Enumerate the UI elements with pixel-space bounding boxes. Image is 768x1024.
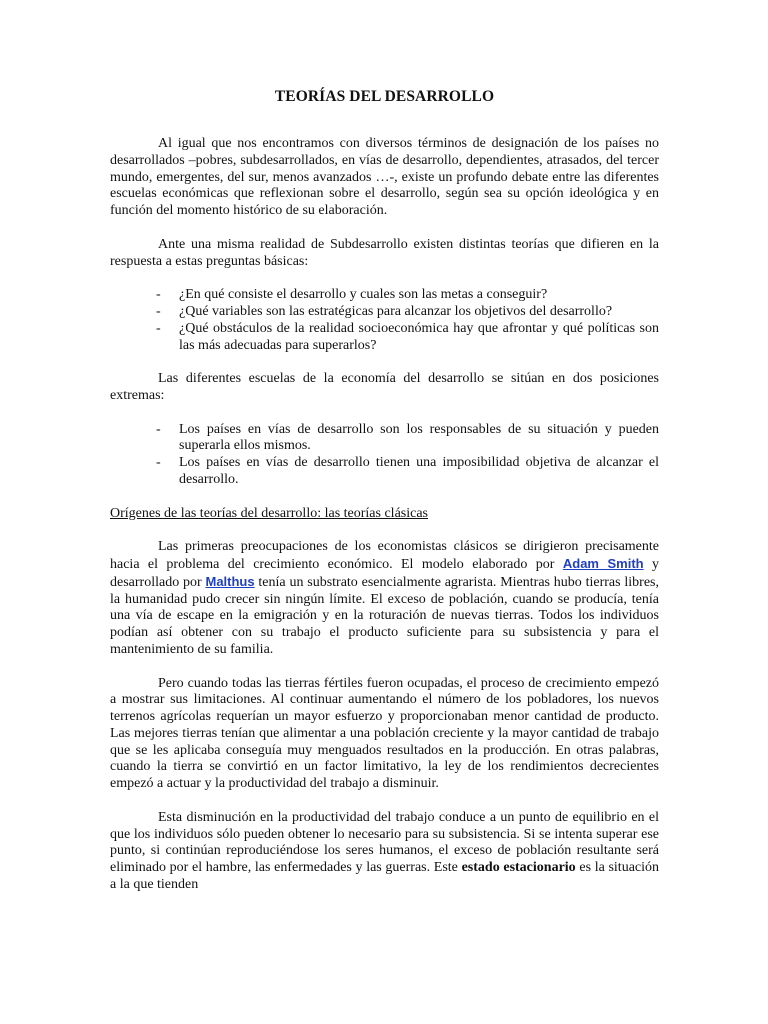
list-item-text: ¿En qué consiste el desarrollo y cuales son las metas a conseguir? (179, 287, 548, 303)
intro-paragraph: Al igual que nos encontramos con diversos términos de designación de los países no desarrollados –pobres, subdesarrollados, en vías de desarrollo, dependientes, atrasados, del tercer mundo, emergentes, del sur, menos avanzados …-, existe un profundo debate entre las diferentes escuelas económicas que reflexionan sobre el desarrollo, según sea su opción ideológica y en función del momento histórico de su elaboración. (110, 136, 659, 219)
positions-list (110, 422, 659, 489)
bullet-dash: - (156, 320, 161, 336)
list-item (110, 455, 659, 489)
classical-text-2: y desarrollado por (110, 556, 660, 590)
bullet-dash: - (156, 421, 161, 437)
classical-paragraph (110, 539, 659, 659)
positions-intro-paragraph: Las diferentes escuelas de la economía del desarrollo se sitúan en dos posiciones extremas: (110, 371, 659, 403)
document-page (110, 0, 659, 894)
limits-paragraph: Pero cuando todas las tierras fértiles fueron ocupadas, el proceso de crecimiento empezó a mostrar sus limitaciones. Al continuar aumentando el número de los pobladores, los nuevos terrenos agrícolas requerían un mayor esfuerzo y proporcionaban menor cantidad de producto. Las mejores tierras tenían que alimentar a una población creciente y la mayor cantidad de trabajo que se les aplicaba conseguía muy menguados resultados en la producción. En otras palabras, cuando la tierra se convirtió en un factor limitativo, la ley de los rendimientos decrecientes empezó a actuar y la productividad del trabajo a disminuir. (110, 675, 659, 792)
stationary-text-2: es la situación a la que tienden (110, 860, 660, 893)
classical-text-3: tenía un substrato esencialmente agrarista. Mientras hubo tierras libres, la humanidad pudo crecer sin ningún límite. El exceso de población, cuando se producía, tenía una vía de escape en la emigración y en la roturación de nuevas tierras. Todos los individuos podían así obtener con su trabajo el producto suficiente para su subsistencia y para el mantenimiento de su familia. (110, 574, 660, 657)
list-item-text: ¿Qué obstáculos de la realidad socioeconómica hay que afrontar y qué políticas son las más adecuadas para superarlos? (179, 320, 659, 353)
stationary-state-term: estado estacionario (461, 860, 576, 876)
document-title: TEORÍAS DEL DESARROLLO (274, 88, 495, 105)
adam-smith-link[interactable]: Adam Smith (562, 555, 644, 571)
questions-intro-paragraph: Ante una misma realidad de Subdesarrollo existen distintas teorías que difieren en la respuesta a estas preguntas básicas: (110, 236, 659, 269)
list-item-text: ¿Qué variables son las estratégicas para alcanzar los objetivos del desarrollo? (179, 303, 613, 319)
classical-text-1: Las primeras preocupaciones de los economistas clásicos se dirigieron precisamente hacia el problema del crecimiento económico. El modelo elaborado por (110, 539, 659, 572)
bullet-dash: - (156, 455, 161, 471)
questions-list (110, 287, 659, 354)
list-item-text: Los países en vías de desarrollo tienen una imposibilidad objetiva de alcanzar el desarrollo. (179, 455, 659, 487)
list-item-text: Los países en vías de desarrollo son los responsables de su situación y pueden superarla ellos mismos. (179, 421, 659, 454)
stationary-paragraph (110, 810, 659, 894)
list-item (110, 287, 659, 304)
stationary-text-1: Esta disminución en la productividad del trabajo conduce a un punto de equilibrio en el que los individuos sólo pueden obtener lo necesario para su subsistencia. Si se intenta superar ese punto, si continúan reproduciéndose los seres humanos, el exceso de población resultante será eliminado por el hambre, las enfermedades y las guerras. Este (110, 809, 659, 876)
list-item (110, 304, 659, 321)
list-item (110, 321, 659, 355)
list-item (110, 422, 659, 456)
bullet-dash: - (156, 303, 161, 319)
bullet-dash: - (156, 287, 161, 303)
malthus-link[interactable]: Malthus (205, 573, 255, 589)
section-heading: Orígenes de las teorías del desarrollo: las teorías clásicas (110, 505, 428, 521)
